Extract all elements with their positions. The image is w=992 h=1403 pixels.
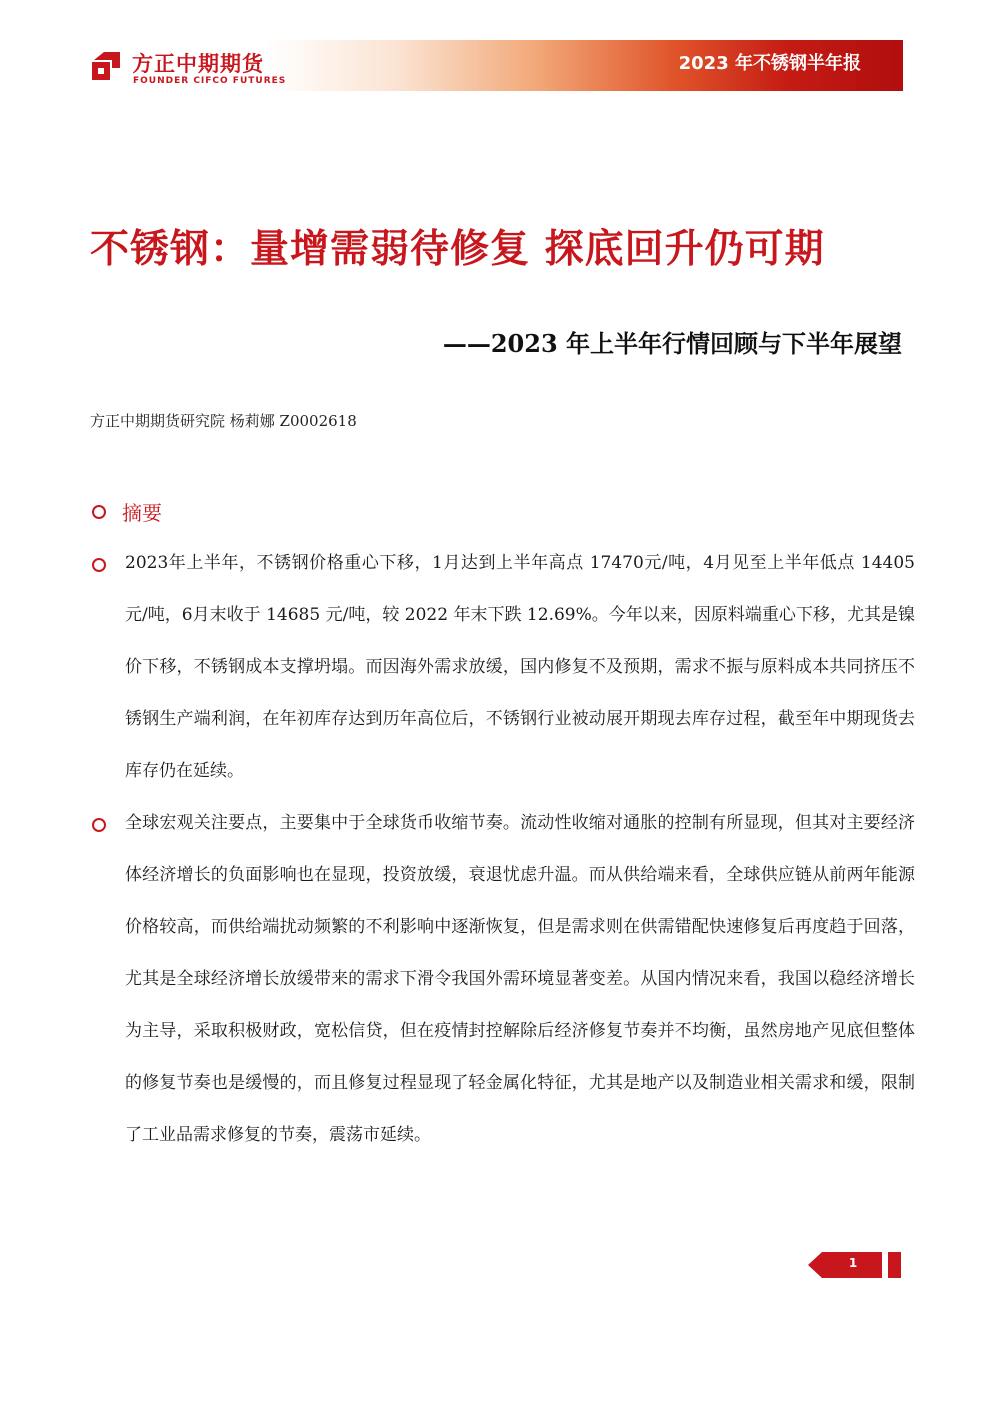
document-subtitle: ——2023 年上半年行情回顾与下半年展望 <box>442 329 902 358</box>
summary-heading <box>92 497 162 526</box>
report-title: 2023 年不锈钢半年报 <box>678 53 861 74</box>
document-title: 不锈钢：量增需弱待修复 探底回升仍可期 <box>90 227 825 272</box>
summary-paragraph: 全球宏观关注要点，主要集中于全球货币收缩节奏。流动性收缩对通胀的控制有所显现，但其对主要经济体经济增长的负面影响也在显现，投资放缓，衰退忧虑升温。而从供给端来看，全球供应链从前两年能源价格较高，而供给端扰动频繁的不利影响中逐渐恢复，但是需求则在供需错配快速修复后再度趋于回落，尤其是全球经济增长放缓带来的需求下滑令我国外需环境显著变差。从国内情况来看，我国以稳经济增长为主导，采取积极财政，宽松信贷，但在疫情封控解除后经济修复节奏并不均衡，虽然房地产见底但整体的修复节奏也是缓慢的，而且修复过程显现了轻金属化特征，尤其是地产以及制造业相关需求和缓，限制了工业品需求修复的节奏，震荡市延续。 <box>125 813 915 1145</box>
logo-text-cn: 方正中期期货 <box>132 52 264 76</box>
bullet-ring-icon <box>92 505 106 519</box>
page-number: 1 <box>848 1256 858 1270</box>
author-line: 方正中期期货研究院 杨莉娜 Z0002618 <box>90 412 357 430</box>
logo-text-en: FOUNDER CIFCO FUTURES <box>133 76 287 86</box>
bullet-ring-icon <box>92 554 106 573</box>
logo-mark-icon <box>90 50 122 82</box>
company-logo <box>88 46 298 86</box>
page-number-badge <box>808 1252 903 1278</box>
bullet-ring-icon <box>92 814 106 833</box>
summary-paragraph: 2023年上半年，不锈钢价格重心下移，1月达到上半年高点 17470元/吨，4月见至上半年低点 14405 元/吨，6月末收于 14685 元/吨，较 2022 年末下跌 12.69%。今年以来，因原料端重心下移，尤其是镍价下移，不锈钢成本支撑坍塌。而因海外需求放缓，国内修复不及预期，需求不振与原料成本共同挤压不锈钢生产端利润，在年初库存达到历年高位后，不锈钢行业被动展开期现去库存过程，截至年中期现货去库存仍在延续。 <box>125 553 915 781</box>
page-header <box>88 40 903 91</box>
summary-heading-label: 摘要 <box>122 501 162 525</box>
